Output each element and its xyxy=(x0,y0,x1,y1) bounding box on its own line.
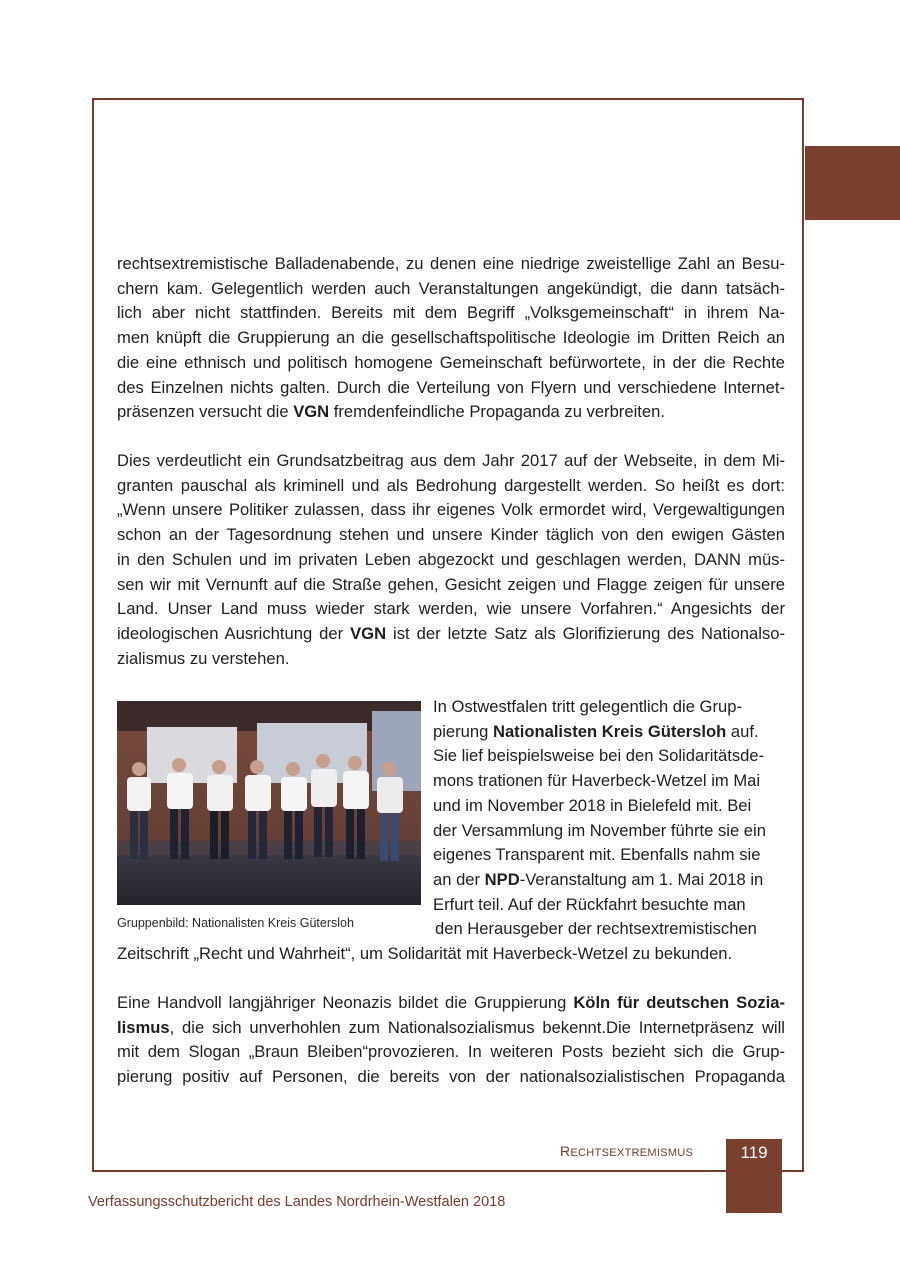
text-line: der Versammlung im November führte sie ein xyxy=(433,820,766,840)
text-line: Eine Handvoll langjähriger Neonazis bildet die Gruppierung Köln für deutschen Sozia- xyxy=(117,993,785,1012)
text-line: in den Schulen und im privaten Leben abgezockt und geschlagen werden, DANN müs- xyxy=(117,549,785,569)
bold-term: NPD xyxy=(484,869,520,889)
text-line: mons trationen für Haverbeck-Wetzel im Mai xyxy=(433,771,761,791)
text-line: Dies verdeutlicht ein Grundsatzbeitrag aus dem Jahr 2017 auf der Webseite, in dem Mi- xyxy=(117,451,785,470)
bold-term: Köln für deutschen Sozia- xyxy=(573,993,785,1012)
text-line: granten pauschal als kriminell und als Bedrohung dargestellt werden. So heißt es dort: xyxy=(117,475,785,495)
text-line: zialismus zu verstehen. xyxy=(117,648,290,668)
text-line: „Wenn unsere Politiker zulassen, dass ihr eigenes Volk ermordet wird, Vergewaltigungen xyxy=(117,500,785,520)
text-line: eigenes Transparent mit. Ebenfalls nahm sie xyxy=(433,845,761,865)
text-line: und im November 2018 in Bielefeld mit. Bei xyxy=(433,795,752,815)
text-line: lich aber nicht stattfinden. Bereits mit dem Begriff „Volksgemeinschaft“ in ihrem Na- xyxy=(117,303,785,323)
text-line: des Einzelnen nichts galten. Durch die Verteilung von Flyern und verschiedene Internet- xyxy=(117,377,785,397)
bold-term: VGN xyxy=(350,623,387,643)
text-line: präsenzen versucht die VGN fremdenfeindliche Propaganda zu verbreiten. xyxy=(117,402,665,422)
photo-caption: Gruppenbild: Nationalisten Kreis Gütersloh xyxy=(117,916,354,930)
running-head: RECHTSEXTREMISMUS xyxy=(560,1143,694,1159)
bold-term: VGN xyxy=(293,402,330,422)
text-line: mit dem Slogan „Braun Bleiben“provozieren. In weiteren Posts bezieht sich die Grup- xyxy=(117,1042,785,1062)
text-line: chern kam. Gelegentlich werden auch Veranstaltungen angekündigt, die dann tatsäch- xyxy=(117,278,785,298)
bold-term: Nationalisten Kreis Gütersloh xyxy=(492,721,727,741)
text-line: an der NPD-Veranstaltung am 1. Mai 2018 in xyxy=(433,869,764,889)
text-line: Land. Unser Land muss wieder stark werden, wie unsere Vorfahren.“ Angesichts der xyxy=(117,599,785,619)
text-line: den Herausgeber der rechtsextremistischen xyxy=(435,919,757,939)
text-line: die eine ethnisch und politisch homogene Gemeinschaft befürwortete, in der die Rechte xyxy=(117,352,785,372)
footer-title: Verfassungsschutzbericht des Landes Nordrhein-Westfalen 2018 xyxy=(88,1194,506,1210)
bold-term: lismus xyxy=(117,1017,170,1037)
page-number: 119 xyxy=(726,1139,782,1213)
text-line: men knüpft die Gruppierung an die gesellschaftspolitische Ideologie im Dritten Reich an xyxy=(117,328,785,348)
paragraph-1 xyxy=(117,252,785,425)
paragraph-3 xyxy=(117,695,785,967)
text-line: pierung positiv auf Personen, die bereits von der nationalsozialistischen Propaganda xyxy=(117,1067,785,1087)
text-line: Erfurt teil. Auf der Rückfahrt besuchte man xyxy=(433,894,746,914)
text-line: lismus, die sich unverhohlen zum Nationalsozialismus bekennt.Die Internetpräsenz will xyxy=(117,1017,785,1037)
text-line: In Ostwestfalen tritt gelegentlich die Grup- xyxy=(433,697,742,716)
text-line: ideologischen Ausrichtung der VGN ist der letzte Satz als Glorifizierung des Nationalso- xyxy=(117,623,785,643)
text-line: pierung Nationalisten Kreis Gütersloh auf. xyxy=(433,721,759,741)
text-line: Sie lief beispielsweise bei den Solidaritätsde- xyxy=(433,746,765,766)
paragraph-4 xyxy=(117,991,785,1090)
chapter-tab xyxy=(805,146,900,220)
text-line: Zeitschrift „Recht und Wahrheit“, um Solidarität mit Haverbeck-Wetzel zu bekunden. xyxy=(117,944,733,964)
text-line: schon an der Tagesordnung stehen und unsere Kinder täglich von den ewigen Gästen xyxy=(117,525,785,545)
text-line: rechtsextremistische Balladenabende, zu denen eine niedrige zweistellige Zahl an Besu- xyxy=(117,254,785,273)
text-line: sen wir mit Vernunft auf die Straße gehen, Gesicht zeigen und Flagge zeigen für unsere xyxy=(117,574,785,594)
paragraph-2 xyxy=(117,449,785,671)
